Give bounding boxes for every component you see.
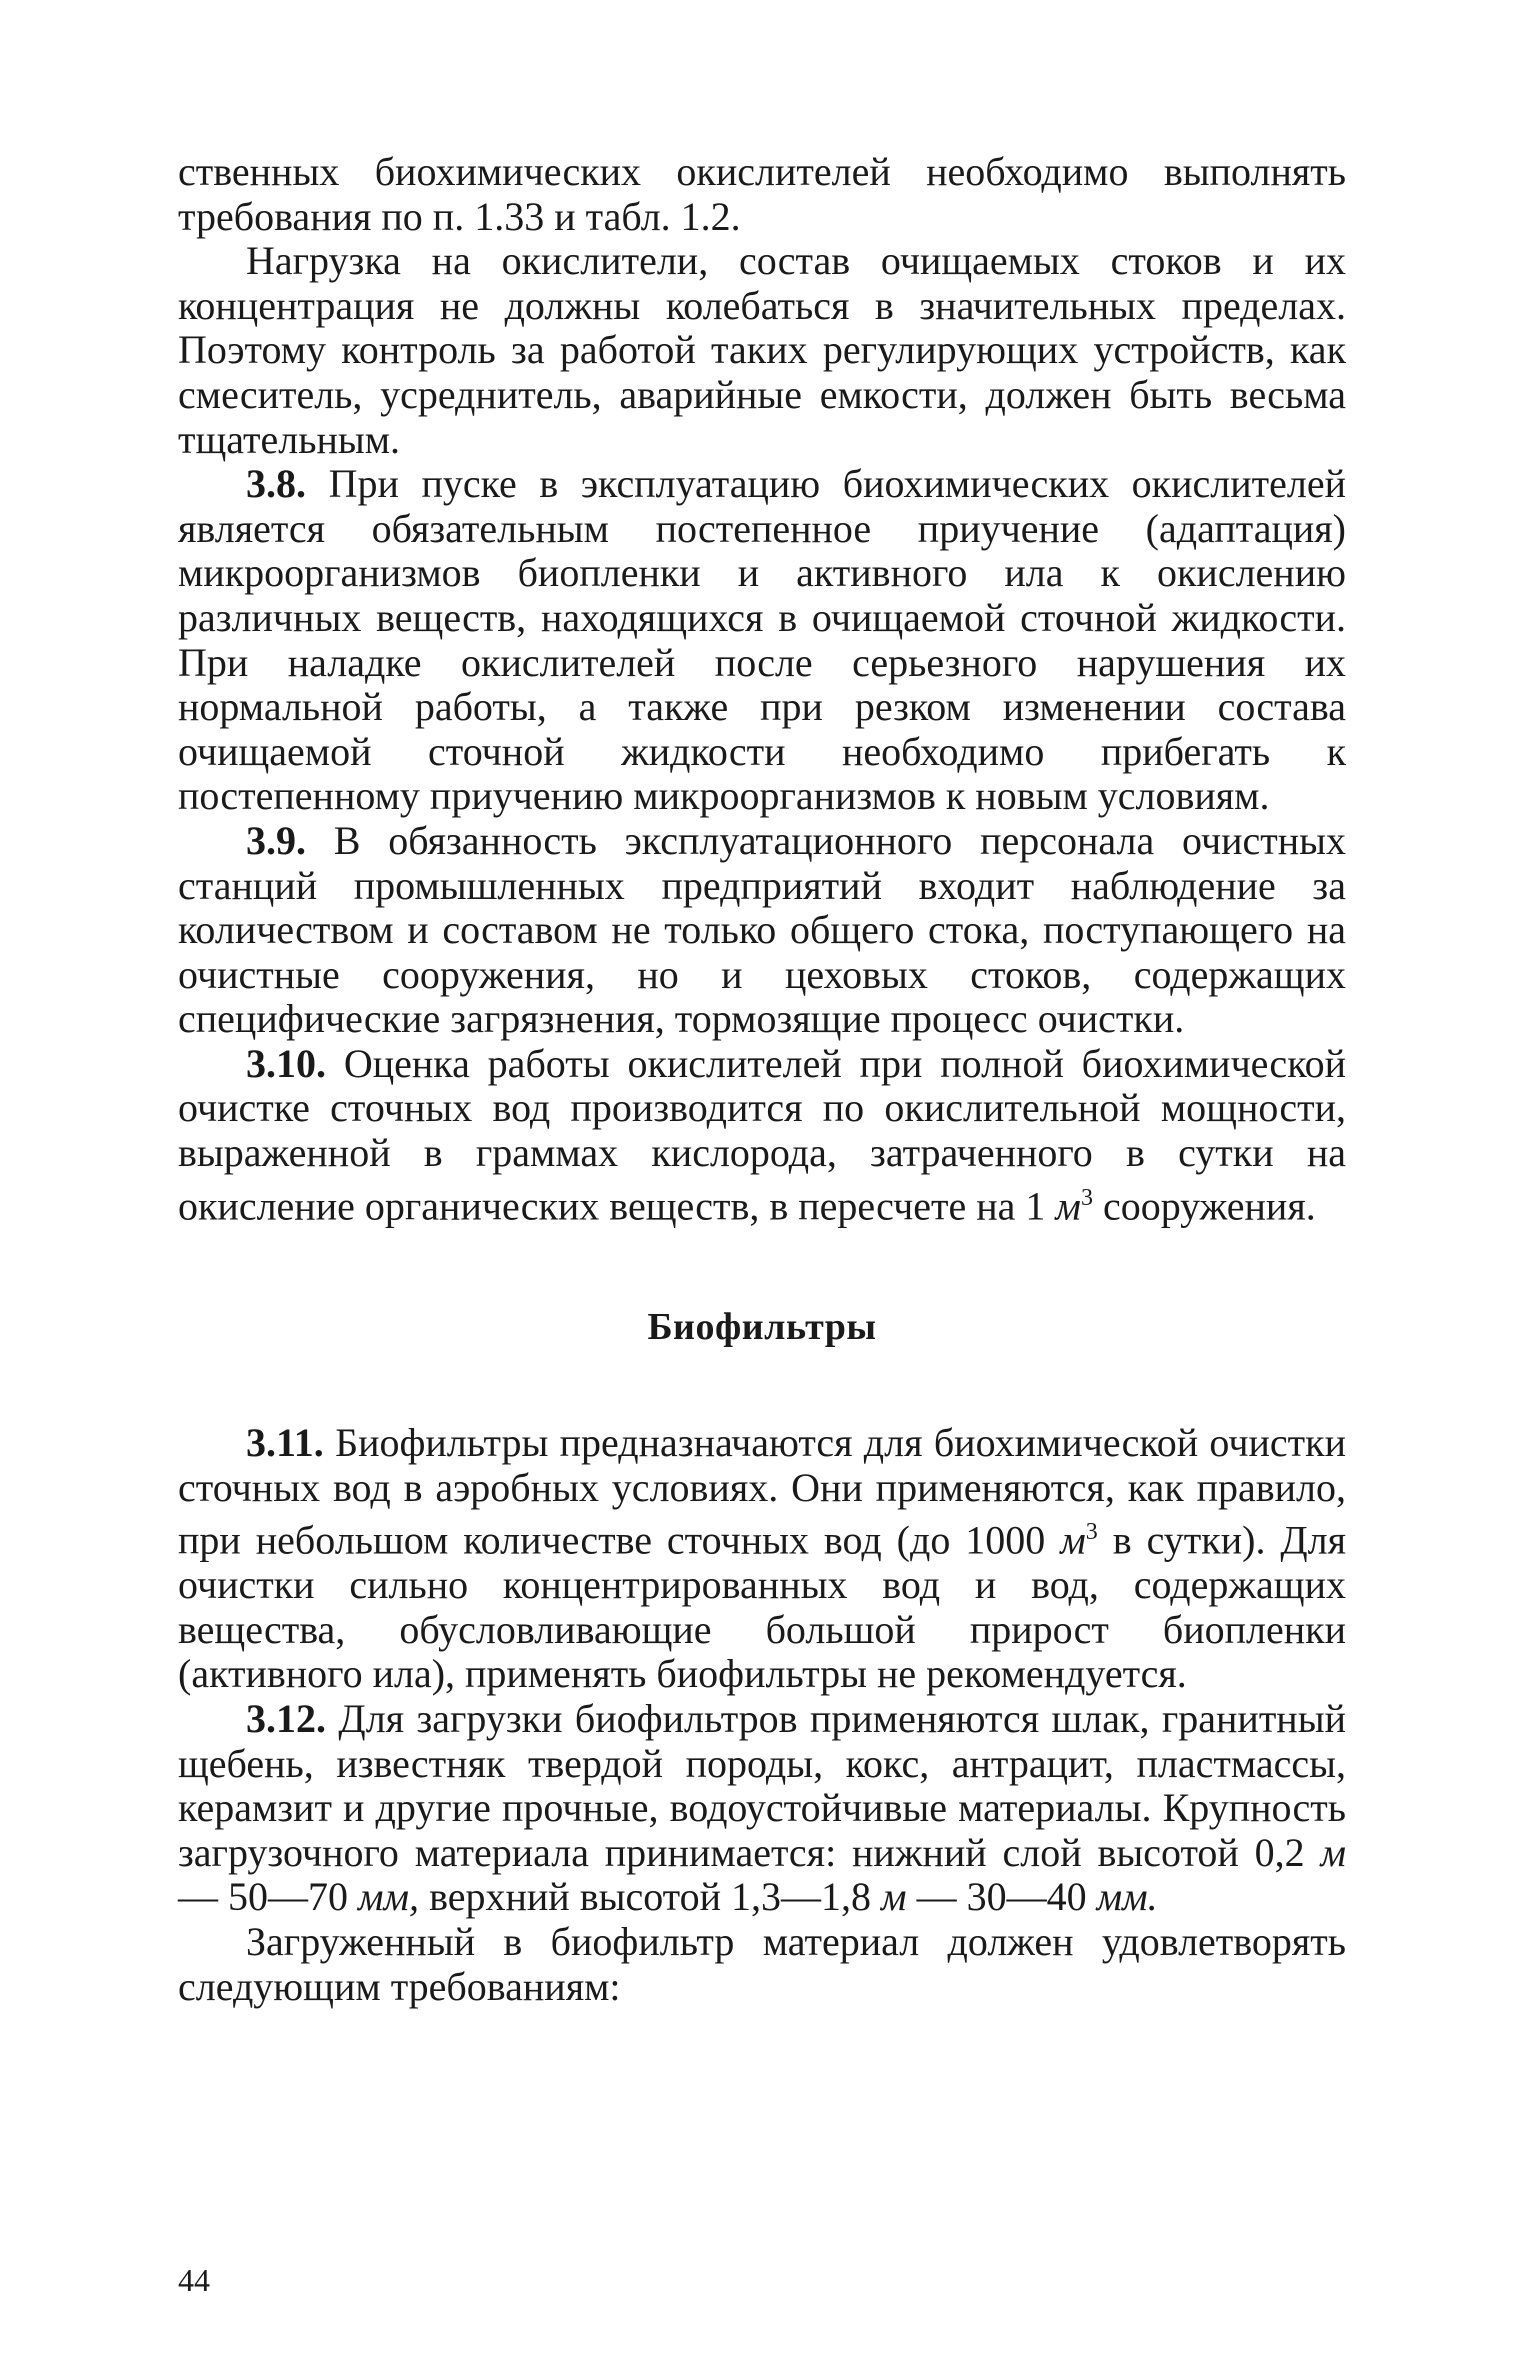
section-3-11 <box>178 1421 1346 1697</box>
section-3-12 <box>178 1697 1346 1920</box>
paragraph-load: Нагрузка на окислители, состав очищаемых стоков и их концентрация не должны колебаться в значительных пределах. Поэтому контроль за работой таких регулирующих устройств, как смеситель, усреднитель, аварийные емкости, должен быть весьма тщательным. <box>178 238 1346 462</box>
section-text: верхний высотой 1,3—1,8 <box>429 1874 872 1920</box>
unit-label: м <box>1055 1182 1081 1228</box>
unit-label: м <box>881 1874 907 1920</box>
section-text: Для загрузки биофильтров применяются шлак, гранитный щебень, известняк твердой породы, кокс, антрацит, пластмассы, керамзит и другие прочные, водоустойчивые материалы. Крупность загрузочного материала принимается: нижний слой высотой 0,2 <box>178 1696 1346 1875</box>
section-3-9 <box>178 819 1346 1042</box>
section-text: — 50—70 <box>178 1874 348 1920</box>
section-text: В обязанность эксплуатационного персонала очистных станций промышленных предприятий входит наблюдение за количеством и составом не только общего стока, поступающего на очистные сооружения, но и цеховых стоков, содержащих специфические загрязнения, тормозящие процесс очистки. <box>178 817 1346 1042</box>
unit-label: мм. <box>1096 1874 1158 1920</box>
section-text: сооружения. <box>1102 1182 1316 1228</box>
paragraph-requirements: Загруженный в биофильтр материал должен удовлетворять следующим требованиям: <box>178 1919 1346 2009</box>
unit-superscript: 3 <box>1085 1519 1098 1546</box>
section-3-8 <box>178 462 1346 819</box>
unit-superscript: 3 <box>1080 1184 1093 1211</box>
section-number: 3.10. <box>246 1040 326 1086</box>
section-number: 3.11. <box>246 1420 324 1466</box>
unit-label: м <box>1060 1517 1086 1563</box>
section-text: При пуске в эксплуатацию биохимических окислителей является обязательным постепенное приучение (адаптация) микроорганизмов биопленки и активного ила к окислению различных веществ, находящихся в очищаемой сточной жидкости. При наладке окислителей после серьезного нарушения их нормальной работы, а также при резком изменении состава очищаемой сточной жидкости необходимо прибегать к постепенному приучению микроорганизмов к новым условиям. <box>178 461 1346 819</box>
section-3-10 <box>178 1042 1346 1229</box>
section-number: 3.9. <box>246 817 306 863</box>
page-body <box>178 150 1346 2009</box>
section-text: — 30—40 <box>916 1874 1087 1920</box>
section-text: в сутки). Для очистки сильно концентрированных вод и вод, содержащих вещества, обусловливающие большой прирост биопленки (активного ила), применять биофильтры не рекомендуется. <box>178 1517 1347 1697</box>
section-number: 3.8. <box>246 461 306 507</box>
paragraph-continuation: ственных биохимических окислителей необходимо выполнять требования по п. 1.33 и табл. 1.2. <box>178 149 1346 239</box>
section-text: Биофильтры предназначаются для биохимической очистки сточных вод в аэробных условиях. Они применяются, как правило, при небольшом количестве сточных вод (до 1000 <box>178 1420 1346 1563</box>
unit-label: м <box>1320 1829 1346 1875</box>
page-number: 44 <box>178 2262 210 2298</box>
unit-label: мм, <box>358 1874 420 1920</box>
section-text: Оценка работы окислителей при полной биохимической очистке сточных вод производится по окислительной мощности, выраженной в граммах кислорода, затраченного в сутки на окисление органических веществ, в пересчете на 1 <box>178 1040 1346 1228</box>
section-number: 3.12. <box>246 1696 326 1742</box>
section-heading: Биофильтры <box>647 1305 877 1348</box>
